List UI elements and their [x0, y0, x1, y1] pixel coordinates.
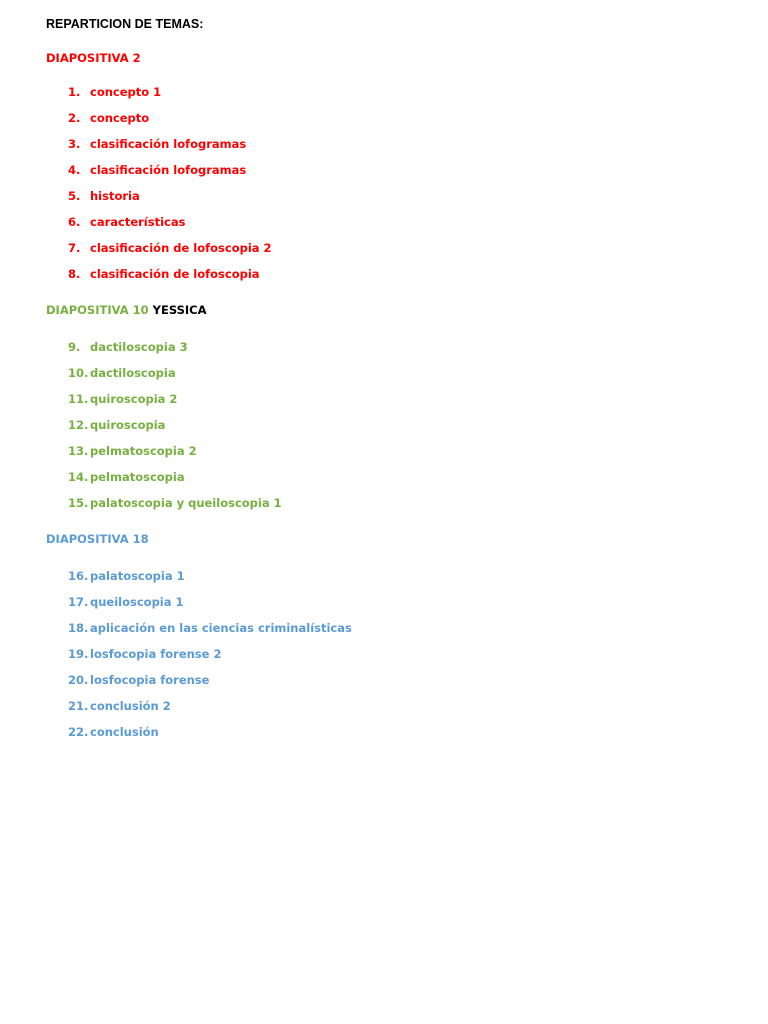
list-item-text: características	[90, 215, 186, 229]
list-item-text: clasificación lofogramas	[90, 137, 247, 151]
list-item-text: concepto	[90, 111, 150, 125]
list-item-number: 13.	[68, 444, 89, 458]
list-item-text: concepto 1	[90, 85, 162, 99]
list-item-number: 22.	[68, 725, 89, 739]
list-item-text: pelmatoscopia 2	[90, 444, 197, 458]
list-item-number: 21.	[68, 699, 89, 713]
list-item-text: dactiloscopia 3	[90, 340, 188, 354]
list-item-number: 9.	[68, 340, 81, 354]
list-item-number: 7.	[68, 241, 81, 255]
list-item-number: 3.	[68, 137, 81, 151]
list-item-text: palatoscopia y queiloscopia 1	[90, 496, 282, 510]
list-item-text: conclusión	[90, 725, 159, 739]
list-item-number: 8.	[68, 267, 81, 281]
list-item-text: clasificación de lofoscopia 2	[90, 241, 272, 255]
list-item-number: 2.	[68, 111, 81, 125]
list-item-number: 19.	[68, 647, 89, 661]
list-item-number: 18.	[68, 621, 89, 635]
section-heading-label: DIAPOSITIVA 18	[46, 532, 149, 546]
list-item-number: 6.	[68, 215, 81, 229]
section-heading-diapositiva-2	[46, 51, 141, 65]
list-item-text: losfocopia forense 2	[90, 647, 222, 661]
list-item-number: 4.	[68, 163, 81, 177]
document-title: REPARTICION DE TEMAS:	[46, 17, 204, 31]
list-item-text: historia	[90, 189, 140, 203]
list-item-text: quiroscopia 2	[90, 392, 178, 406]
section-heading-diapositiva-18	[46, 532, 149, 546]
list-item-number: 14.	[68, 470, 89, 484]
section-heading-label: DIAPOSITIVA 2	[46, 51, 141, 65]
list-item-text: dactiloscopia	[90, 366, 176, 380]
section-heading-label: DIAPOSITIVA 10	[46, 303, 149, 317]
list-item-number: 17.	[68, 595, 89, 609]
list-item-text: conclusión 2	[90, 699, 171, 713]
list-item-number: 1.	[68, 85, 81, 99]
list-item-text: aplicación en las ciencias criminalísticas	[90, 621, 352, 635]
list-item-text: quiroscopia	[90, 418, 166, 432]
list-item-number: 12.	[68, 418, 89, 432]
list-item-number: 10.	[68, 366, 89, 380]
list-item-number: 16.	[68, 569, 89, 583]
list-item-text: clasificación de lofoscopia	[90, 267, 260, 281]
section-assignee: YESSICA	[152, 303, 207, 317]
list-item-text: clasificación lofogramas	[90, 163, 247, 177]
list-item-number: 20.	[68, 673, 89, 687]
list-item-number: 15.	[68, 496, 89, 510]
list-item-text: queiloscopia 1	[90, 595, 184, 609]
list-item-text: losfocopia forense	[90, 673, 210, 687]
list-item-number: 5.	[68, 189, 81, 203]
list-item-number: 11.	[68, 392, 89, 406]
list-item-text: pelmatoscopia	[90, 470, 185, 484]
section-heading-diapositiva-10	[46, 303, 207, 317]
list-item-text: palatoscopia 1	[90, 569, 185, 583]
